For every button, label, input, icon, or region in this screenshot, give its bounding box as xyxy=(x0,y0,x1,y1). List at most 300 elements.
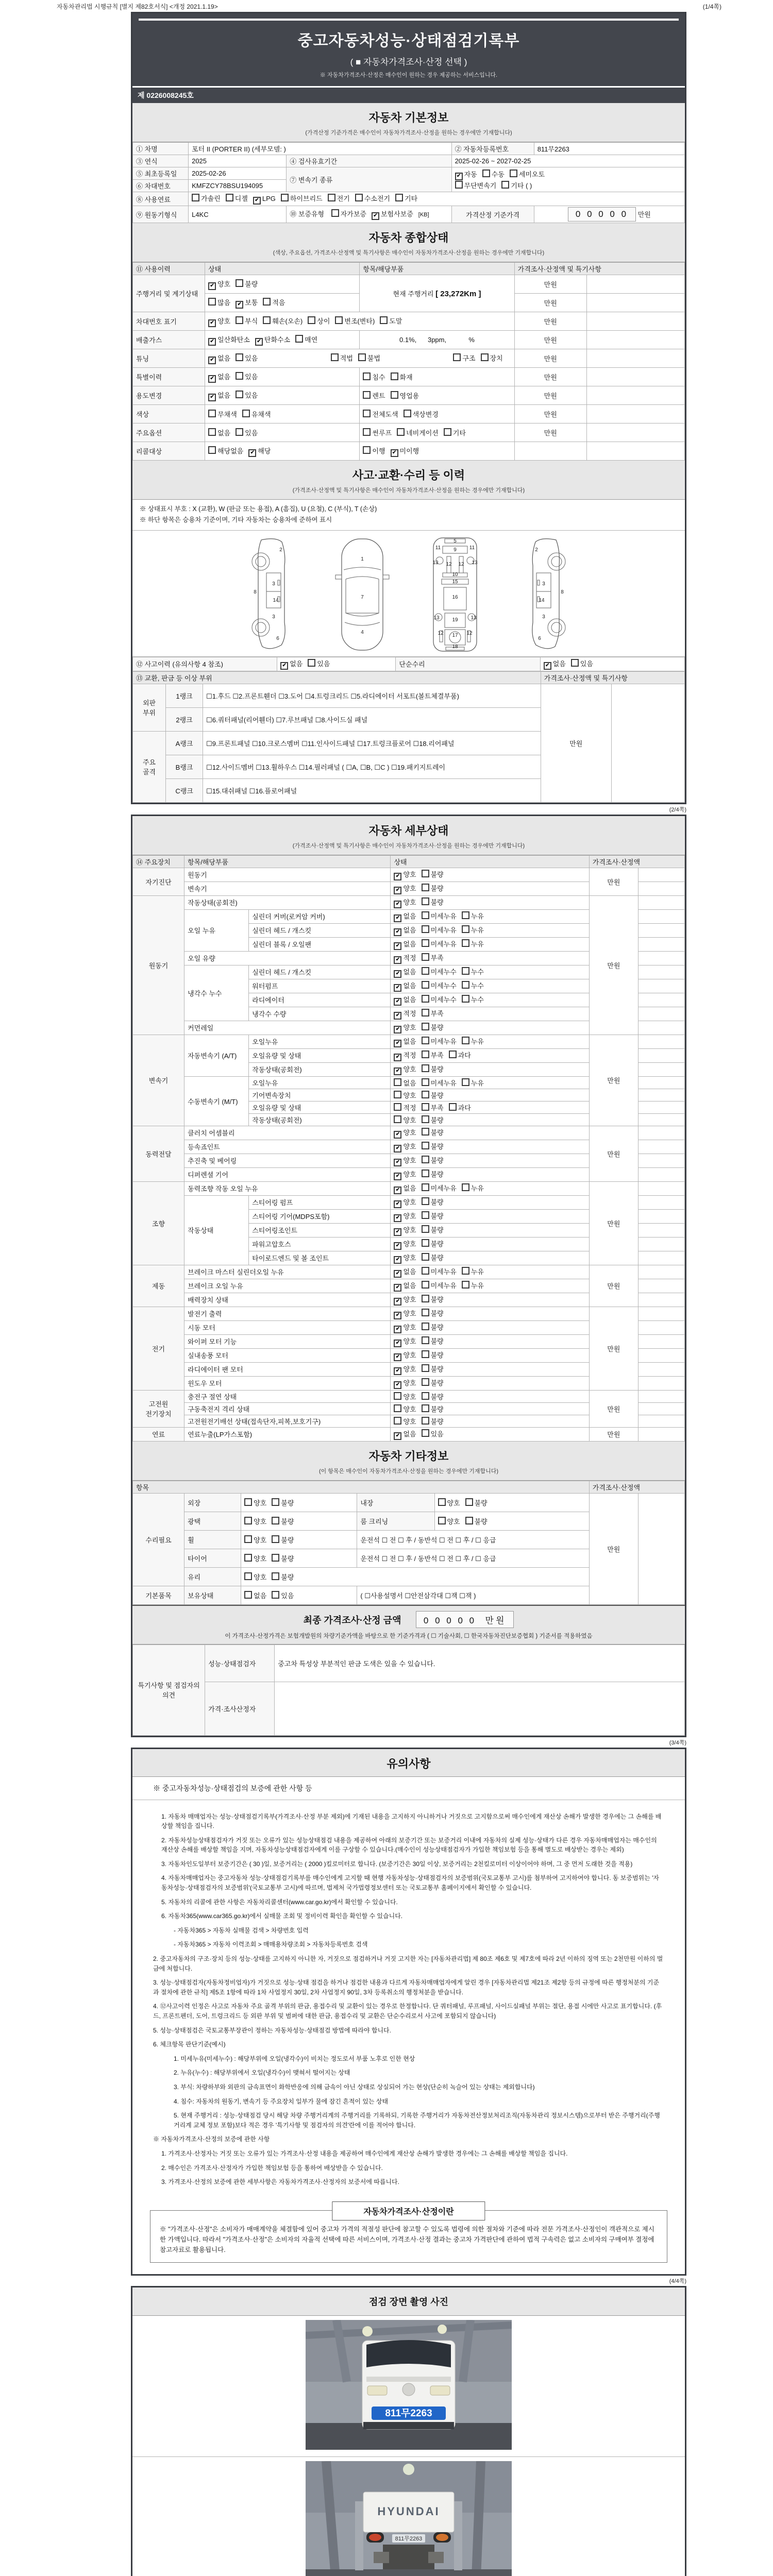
diagram-part-number: 6 xyxy=(538,635,541,641)
notice-line: 2. 중고자동차의 구조·장치 등의 성능·상태를 고지하지 아니한 자, 거짓으로 점검하거나 거짓 고지한 자는 [자동차관리법] 제 80조 제6호 및 제7호에 따라 2년 이하의 징역 또는 2천만원 이하의 벌금에 처합니다. xyxy=(153,1955,663,1972)
checkbox-option[interactable]: 불량 xyxy=(422,1090,444,1100)
checkbox-option[interactable]: ✔ 양호 xyxy=(394,1322,416,1333)
checkbox-option[interactable]: 양호 xyxy=(394,1404,416,1414)
checkbox-option[interactable]: ✔ 양호 xyxy=(394,869,416,880)
warranty-cell xyxy=(287,206,451,223)
checkbox-option[interactable]: ✔ 보험사보증 xyxy=(372,209,413,220)
checkbox-option[interactable]: 불량 xyxy=(422,1350,444,1360)
checkbox-option[interactable]: 양호 xyxy=(244,1572,266,1582)
checkbox-option[interactable]: ✔ 양호 xyxy=(394,1308,416,1319)
checkbox-option[interactable]: ✔ 없음 xyxy=(394,1429,416,1440)
subitem-label: 스티어링 기어(MDPS포함) xyxy=(249,1209,391,1223)
car-diagram-top xyxy=(331,536,393,653)
checkbox-option[interactable]: 누유 xyxy=(462,1036,484,1046)
state-options xyxy=(391,937,589,951)
price-info-title: 자동차가격조사·산정이란 xyxy=(332,2201,485,2221)
notes-cell xyxy=(586,331,684,349)
checkbox-option[interactable]: ✔ 해당 xyxy=(248,446,271,457)
item-label: 발전기 출력 xyxy=(184,1307,391,1320)
checkbox-option[interactable]: 많음 xyxy=(208,297,230,307)
checkbox-option[interactable]: ✔ 양호 xyxy=(394,1239,416,1250)
price-cell: 만원 xyxy=(514,312,586,331)
position-options[interactable]: ( ☐사용설명서 ☐안전삼각대 ☐잭 ☐잭 ) xyxy=(357,1586,589,1604)
checkbox-option[interactable]: 기타 ( ) xyxy=(501,180,532,190)
checkbox-option[interactable]: 유채색 xyxy=(242,409,271,419)
checkbox-option[interactable]: 적정 xyxy=(394,1103,416,1112)
checkbox-option[interactable]: 과다 xyxy=(449,1050,471,1060)
checkbox-option[interactable]: 있음 xyxy=(272,1590,294,1600)
device-group-label: 조향 xyxy=(133,1181,184,1265)
usage-label: 특별이력 xyxy=(133,368,205,386)
notes-cell xyxy=(638,1062,684,1076)
detail-row xyxy=(133,1181,685,1195)
state-options xyxy=(391,923,589,937)
checkbox-option[interactable]: ✔ 양호 xyxy=(394,1364,416,1375)
checkbox-option[interactable]: ✔ 없음 xyxy=(208,390,230,401)
detail-row xyxy=(133,1035,685,1048)
checkbox-option[interactable]: 디젤 xyxy=(226,193,248,203)
checkbox-option[interactable]: 누유 xyxy=(462,1078,484,1088)
state-options xyxy=(391,868,589,882)
checkbox-option[interactable]: 불량 xyxy=(422,1336,444,1346)
overall-row xyxy=(133,349,685,368)
checkbox-option[interactable]: ✔ 없음 xyxy=(394,939,416,950)
overall-table xyxy=(132,262,685,461)
checkbox-option[interactable]: ✔ 없음 xyxy=(394,925,416,936)
checkbox-option[interactable]: 영업용 xyxy=(391,391,419,400)
checkbox-option[interactable]: ✔ 없음 xyxy=(394,967,416,978)
checkbox-option[interactable]: ✔ 없음 xyxy=(280,658,303,670)
rank-items[interactable]: ☐1.후드 ☐2.프론트휀더 ☐3.도어 ☐4.트렁크리드 ☐5.라디에이터 서포트(볼트체결부품) xyxy=(203,684,541,707)
item-label: 충전구 절연 상태 xyxy=(184,1390,391,1402)
checkbox-option[interactable]: 불량 xyxy=(465,1498,488,1507)
overall-row xyxy=(133,442,685,461)
checkbox-option[interactable]: 무채색 xyxy=(208,409,237,419)
checkbox-option[interactable]: 색상변경 xyxy=(404,409,439,419)
etc-item-label: 내장 xyxy=(357,1493,434,1512)
item-label: 와이퍼 모터 기능 xyxy=(184,1334,391,1348)
diagram-part-number: 16 xyxy=(452,594,458,600)
col-price: 가격조사·산정액 및 특기사항 xyxy=(514,263,684,275)
etc-item-label: 타이어 xyxy=(184,1549,241,1567)
checkbox-option[interactable]: 있음 xyxy=(236,353,258,363)
state-options xyxy=(391,1307,589,1320)
checkbox-option[interactable]: ✔ 적정 xyxy=(394,953,416,964)
checkbox-option[interactable]: ✔ 양호 xyxy=(394,1378,416,1389)
checkbox-option[interactable]: 미세누유 xyxy=(422,939,457,948)
diagram-part-number: 6 xyxy=(276,635,279,641)
state-options xyxy=(434,1512,589,1530)
checkbox-option[interactable]: 적음 xyxy=(263,297,285,307)
checkbox-option[interactable]: 불량 xyxy=(422,1141,444,1151)
checkbox-option[interactable]: 누유 xyxy=(462,939,484,948)
checkbox-option[interactable]: 불량 xyxy=(422,1378,444,1387)
notes-cell xyxy=(638,1402,684,1415)
car-diagram-side-left xyxy=(244,536,300,653)
checkbox-option[interactable]: ✔ 양호 xyxy=(394,1294,416,1306)
price-cell: 만원 xyxy=(514,275,586,294)
accident-history-row xyxy=(133,657,685,671)
checkbox-option[interactable]: 기타 xyxy=(444,428,466,437)
checkbox-option[interactable]: 미세누수 xyxy=(422,994,457,1004)
checkbox-option[interactable]: 미세누유 xyxy=(422,1036,457,1046)
etc-table xyxy=(132,1481,685,1605)
state-options xyxy=(391,993,589,1007)
notice-body xyxy=(132,1800,685,2197)
checkbox-option[interactable]: ✔ 자동 xyxy=(455,169,477,180)
state-options xyxy=(205,368,360,386)
checkbox-option[interactable]: 불량 xyxy=(422,1155,444,1165)
checkbox-option[interactable]: 없음 xyxy=(394,1078,416,1088)
checkbox-option[interactable]: 변조(변타) xyxy=(335,316,375,326)
checkbox-option[interactable]: ✔ 적정 xyxy=(394,1008,416,1020)
diagram-part-number: 14 xyxy=(273,597,279,603)
accident-title: 사고·교환·수리 등 이력 xyxy=(352,469,465,482)
rank-items[interactable]: ☐15.대쉬패널 ☐16.플로어패널 xyxy=(203,778,541,802)
checkbox-option[interactable]: 불량 xyxy=(422,1416,444,1426)
checkbox-option[interactable]: 하이브리드 xyxy=(281,193,323,203)
part-options xyxy=(360,405,514,423)
checkbox-option[interactable]: 불량 xyxy=(236,279,258,289)
checkbox-option[interactable]: 불량 xyxy=(422,1115,444,1125)
state-options xyxy=(241,1567,590,1586)
checkbox-option[interactable]: 불량 xyxy=(422,1064,444,1074)
diagram-part-number: 2 xyxy=(535,547,538,553)
checkbox-option[interactable]: 누수 xyxy=(462,980,484,990)
checkbox-option[interactable]: ✔ 없음 xyxy=(394,1280,416,1292)
etc-section-header xyxy=(132,1442,685,1481)
checkbox-option[interactable]: 장치 xyxy=(481,353,503,363)
item-label: 추진축 및 베어링 xyxy=(184,1154,391,1167)
checkbox-option[interactable]: 양호 xyxy=(244,1535,266,1545)
checkbox-option[interactable]: 불량 xyxy=(272,1498,294,1507)
checkbox-option[interactable]: 전기 xyxy=(328,193,350,203)
checkbox-option[interactable]: ✔ 없음 xyxy=(394,911,416,922)
checkbox-option[interactable]: 도말 xyxy=(380,316,402,326)
checkbox-option[interactable]: ✔ 없음 xyxy=(208,371,230,383)
checkbox-option[interactable]: 없음 xyxy=(244,1590,266,1600)
truck-rear-photo xyxy=(306,2461,512,2576)
checkbox-option[interactable]: 양호 xyxy=(394,1090,416,1100)
checkbox-option[interactable]: 불량 xyxy=(272,1516,294,1526)
item-label: 냉각수 누수 xyxy=(184,965,249,1021)
usage-label: 주요옵션 xyxy=(133,423,205,442)
checkbox-option[interactable]: 썬루프 xyxy=(363,428,392,437)
checkbox-option[interactable]: ✔ 미이행 xyxy=(391,446,419,457)
checkbox-option[interactable]: 미세누유 xyxy=(422,1183,457,1193)
checkbox-option[interactable]: ✔ 양호 xyxy=(394,883,416,894)
state-options xyxy=(205,442,360,461)
checkbox-option[interactable]: ✔ 없음 xyxy=(544,658,566,670)
checkbox-option[interactable]: 화재 xyxy=(391,372,413,382)
notice-line: 2. 자동차성능상태점검자가 거짓 또는 오류가 있는 성능상태점검 내용을 제공하여 아래의 보증기간 또는 보증거리 이내에 자동차의 실제 성능·상태가 다른 경우 자동차매매업자는 매수인의 재산상 손해를 배상할 책임을 지며, 자동차성능상태점검자에게 이를 구상할 수 있습니다.(매수인이 성능상태점검자가 가입한 책임보험 등을 통해 별도로 배상받는 경우는 제외) xyxy=(161,1836,657,1854)
checkbox-option[interactable]: 불량 xyxy=(272,1572,294,1582)
checkbox-option[interactable]: 양호 xyxy=(244,1553,266,1563)
checkbox-option[interactable]: 불량 xyxy=(465,1516,488,1526)
final-price-digits: 0 0 0 0 0 만원 xyxy=(416,1611,514,1628)
checkbox-option[interactable]: 수소전기 xyxy=(355,193,390,203)
checkbox-option[interactable]: 불량 xyxy=(422,1127,444,1137)
state-options xyxy=(391,895,589,909)
page-marker-1: (1/4쪽) xyxy=(702,3,721,10)
item-label: 시동 모터 xyxy=(184,1320,391,1334)
col-part: 항목/해당부품 xyxy=(360,263,514,275)
checkbox-option[interactable]: 누유 xyxy=(462,1266,484,1276)
notes-cell xyxy=(638,1181,684,1195)
checkbox-option[interactable]: 양호 xyxy=(438,1498,460,1507)
state-options xyxy=(205,423,360,442)
fuel-label: ⑧ 사용연료 xyxy=(133,192,189,206)
state-options xyxy=(434,1493,589,1512)
checkbox-option[interactable]: ✔ 없음 xyxy=(208,353,230,364)
checkbox-option[interactable]: ✔ 일산화탄소 xyxy=(208,334,250,346)
checkbox-option[interactable]: 양호 xyxy=(244,1498,266,1507)
detail-row xyxy=(133,1265,685,1279)
checkbox-option[interactable]: ✔ LPG xyxy=(253,195,276,205)
checkbox-option[interactable]: 양호 xyxy=(394,1392,416,1401)
rank-row xyxy=(133,684,685,707)
notes-cell xyxy=(638,1195,684,1209)
checkbox-option[interactable]: 적법 xyxy=(331,353,353,363)
col-dprice: 가격조사·산정액 xyxy=(589,855,684,868)
subitem-label: 실린더 블록 / 오일팬 xyxy=(249,937,391,951)
diagram-part-number: 19 xyxy=(452,617,458,623)
checkbox-option[interactable]: ✔ 양호 xyxy=(394,1155,416,1166)
checkbox-option[interactable]: 침수 xyxy=(363,372,385,382)
checkbox-option[interactable]: 자가보증 xyxy=(331,209,366,218)
state-options xyxy=(391,1348,589,1362)
notes-cell xyxy=(586,275,684,294)
usage-label: 차대번호 표기 xyxy=(133,312,205,331)
checkbox-option[interactable]: ✔ 양호 xyxy=(394,1336,416,1347)
checkbox-option[interactable]: 불량 xyxy=(422,1211,444,1221)
notes-cell xyxy=(638,1126,684,1140)
device-group-label: 동력전달 xyxy=(133,1126,184,1181)
checkbox-option[interactable]: 양호 xyxy=(394,1416,416,1426)
opinion-table xyxy=(132,1645,685,1736)
checkbox-option[interactable]: 있음 xyxy=(236,390,258,400)
checkbox-option[interactable]: ✔ 양호 xyxy=(394,1127,416,1139)
page-marker-3: (3/4쪽) xyxy=(669,1739,686,1746)
checkbox-option[interactable]: 미세누유 xyxy=(422,925,457,935)
checkbox-option[interactable]: ✔ 양호 xyxy=(394,1022,416,1033)
checkbox-option[interactable]: 불량 xyxy=(422,1404,444,1414)
price-cell: 만원 xyxy=(589,1035,638,1126)
checkbox-option[interactable]: 불량 xyxy=(422,883,444,893)
checkbox-option[interactable]: 불량 xyxy=(272,1553,294,1563)
checkbox-option[interactable]: 해당없음 xyxy=(208,446,243,455)
checkbox-option[interactable]: 구조 xyxy=(453,353,475,363)
subitem-label: 파워고압호스 xyxy=(249,1237,391,1251)
checkbox-option[interactable]: 네비게이션 xyxy=(397,428,439,437)
checkbox-option[interactable]: 부족 xyxy=(422,1008,444,1018)
etc-item-label: 외장 xyxy=(184,1493,241,1512)
price-cell: 만원 xyxy=(541,684,611,802)
checkbox-option[interactable]: ✔ 양호 xyxy=(394,1350,416,1361)
part-options xyxy=(360,423,514,442)
checkbox-option[interactable]: ✔ 없음 xyxy=(394,980,416,992)
etc-row xyxy=(133,1493,685,1512)
checkbox-option[interactable]: 매연 xyxy=(295,334,317,344)
notes-cell xyxy=(638,937,684,951)
checkbox-option[interactable]: ✔ 없음 xyxy=(394,1183,416,1194)
car-diagram-bottom xyxy=(424,536,486,653)
checkbox-option[interactable]: 있음 xyxy=(308,658,330,668)
notes-cell xyxy=(638,993,684,1007)
checkbox-option[interactable]: 불량 xyxy=(422,1294,444,1304)
rank-items[interactable]: ☐12.사이드멤버 ☐13.휠하우스 ☐14.필러패널 ( ☐A, ☐B, ☐C ) ☐19.패키지트레이 xyxy=(203,755,541,778)
checkbox-option[interactable]: 미세누유 xyxy=(422,1280,457,1290)
checkbox-option[interactable]: 무단변속기 xyxy=(455,180,497,190)
checkbox-option[interactable]: 불량 xyxy=(422,1392,444,1401)
checkbox-option[interactable]: ✔ 양호 xyxy=(208,279,230,290)
checkbox-option[interactable]: 불량 xyxy=(422,897,444,907)
checkbox-option[interactable]: 양호 xyxy=(244,1516,266,1526)
checkbox-option[interactable]: 누유 xyxy=(462,1280,484,1290)
checkbox-option[interactable]: 있음 xyxy=(236,371,258,381)
opinion-row-1 xyxy=(133,1645,685,1682)
checkbox-option[interactable]: ✔ 보통 xyxy=(236,297,258,309)
checkbox-option[interactable]: 양호 xyxy=(394,1115,416,1125)
checkbox-option[interactable]: 불량 xyxy=(422,1169,444,1179)
checkbox-option[interactable]: ✔ 양호 xyxy=(208,316,230,327)
checkbox-option[interactable]: 불량 xyxy=(272,1535,294,1545)
notice-title: 유의사항 xyxy=(386,1757,431,1770)
accident-history-table xyxy=(132,657,685,671)
checkbox-option[interactable]: ✔ 양호 xyxy=(394,1064,416,1075)
checkbox-option[interactable]: 부족 xyxy=(422,1103,444,1112)
checkbox-option[interactable]: 불량 xyxy=(422,869,444,879)
checkbox-option[interactable]: 미세누수 xyxy=(422,980,457,990)
emission-values: 0.1%, 3ppm, % xyxy=(360,331,514,349)
checkbox-option[interactable]: 누수 xyxy=(462,994,484,1004)
detail-section-header xyxy=(132,816,685,855)
position-options[interactable]: 운전석 ☐ 전 ☐ 후 / 동반석 ☐ 전 ☐ 후 / ☐ 응급 xyxy=(357,1530,589,1549)
checkbox-option[interactable]: ✔ 양호 xyxy=(394,1211,416,1222)
notes-cell xyxy=(638,1048,684,1062)
checkbox-option[interactable]: 부족 xyxy=(422,953,444,962)
checkbox-option[interactable]: 미세누수 xyxy=(422,967,457,976)
diagram-part-number: 5 xyxy=(453,538,457,544)
checkbox-option[interactable]: 있음 xyxy=(571,658,593,668)
checkbox-option[interactable]: 불량 xyxy=(422,1197,444,1207)
form-rule-note: 자동차관리법 시행규칙 [별지 제82호서식] <개정 2021.1.19> xyxy=(57,3,218,10)
checkbox-option[interactable]: ✔ 양호 xyxy=(394,1225,416,1236)
notes-cell xyxy=(638,1293,684,1307)
detail-row xyxy=(133,1390,685,1402)
checkbox-option[interactable]: ✔ 없음 xyxy=(394,1036,416,1047)
checkbox-option[interactable]: 누수 xyxy=(462,967,484,976)
checkbox-option[interactable]: 불량 xyxy=(422,1022,444,1032)
checkbox-option[interactable]: ✔ 양호 xyxy=(394,897,416,908)
checkbox-option[interactable]: 불량 xyxy=(422,1308,444,1318)
notes-cell xyxy=(638,1376,684,1390)
checkbox-option[interactable]: ✔ 탄화수소 xyxy=(255,334,290,346)
checkbox-option[interactable]: 미세누유 xyxy=(422,911,457,921)
state-options xyxy=(391,909,589,923)
notes-cell xyxy=(638,1390,684,1402)
checkbox-option[interactable]: 불량 xyxy=(422,1322,444,1332)
notes-cell xyxy=(638,1140,684,1154)
checkbox-option[interactable]: 가솔린 xyxy=(192,193,221,203)
diagram-part-number: 3 xyxy=(542,614,545,620)
position-options[interactable]: 운전석 ☐ 전 ☐ 후 / 동반석 ☐ 전 ☐ 후 / ☐ 응급 xyxy=(357,1549,589,1567)
checkbox-option[interactable]: 기타 xyxy=(395,193,417,203)
opinion-assessor-text xyxy=(275,1682,685,1735)
diagram-part-number: 11 xyxy=(469,545,475,551)
checkbox-option[interactable]: 훼손(오손) xyxy=(263,316,303,326)
checkbox-option[interactable]: 전체도색 xyxy=(363,409,398,419)
checkbox-option[interactable]: 누유 xyxy=(462,1183,484,1193)
checkbox-option[interactable]: 누유 xyxy=(462,911,484,921)
checkbox-option[interactable]: 양호 xyxy=(438,1516,460,1526)
state-options xyxy=(391,965,589,979)
diagram-part-number: 13 xyxy=(432,560,439,566)
usage-label: 튜닝 xyxy=(133,349,205,368)
checkbox-option[interactable]: ✔ 적정 xyxy=(394,1050,416,1061)
checkbox-option[interactable]: 과다 xyxy=(449,1103,471,1112)
item-label: 브레이크 오일 누유 xyxy=(184,1279,391,1293)
checkbox-option[interactable]: 불법 xyxy=(358,353,380,363)
rank-label: C랭크 xyxy=(166,778,203,802)
checkbox-option[interactable]: 불량 xyxy=(422,1252,444,1262)
checkbox-option[interactable]: 불량 xyxy=(422,1225,444,1234)
notice-line: 5. 성능·상태점검은 국토교통부장관이 정하는 자동차성능·상태점검 방법에 따라야 합니다. xyxy=(153,2026,391,2034)
notice-line: 3. 자동차인도일부터 보증기간은 ( 30 )일, 보증거리는 ( 2000 )킬로미터로 합니다. (보증기간은 30일 이상, 보증거리는 2천킬로미터 이상이어야 하며, 그 중 먼저 도래한 것을 적용) xyxy=(161,1860,633,1868)
notice-line: 5. 현재 주행거리 : 성능·상태점검 당시 해당 차량 주행거리계의 주행거리를 기록하되, 기록한 주행거리가 자동차전산정보처리조직(자동차관리 정보시스템)으로부터 받은 주행거리(주행거리계 교체 정보 포함)보다 적은 경우 '특기사항 및 점검자의 의견'란에 이를 적어야 합니다. xyxy=(174,2112,660,2129)
checkbox-option[interactable]: ✔ 양호 xyxy=(394,1252,416,1264)
rank-items[interactable]: ☐9.프론트패널 ☐10.크로스멤버 ☐11.인사이드패널 ☐17.트렁크플로어 ☐18.리어패널 xyxy=(203,731,541,755)
notice-line: - 자동차365 > 자동차 이력조회 > 매매용차량조회 > 자동차등록번호 검색 xyxy=(174,1941,368,1948)
checkbox-option[interactable]: 미세누유 xyxy=(422,1078,457,1088)
checkbox-option[interactable]: 렌트 xyxy=(363,391,385,400)
panel-group-label: 외판 부위 xyxy=(133,684,166,731)
checkbox-option[interactable]: 이행 xyxy=(363,446,385,455)
checkbox-option[interactable]: 있음 xyxy=(236,428,258,437)
inspection-photo-rear xyxy=(132,2457,685,2576)
checkbox-option[interactable]: 부족 xyxy=(422,1050,444,1060)
year-label: ③ 연식 xyxy=(133,155,189,167)
checkbox-option[interactable]: ✔ 양호 xyxy=(394,1197,416,1208)
item-label: 브레이크 마스터 실린더오일 누유 xyxy=(184,1265,391,1279)
checkbox-option[interactable]: ✔ 없음 xyxy=(394,994,416,1006)
checkbox-option[interactable]: 없음 xyxy=(208,428,230,437)
checkbox-option[interactable]: 미세누유 xyxy=(422,1266,457,1276)
checkbox-option[interactable]: ✔ 없음 xyxy=(394,1266,416,1278)
checkbox-option[interactable]: 수동 xyxy=(482,169,505,179)
state-options xyxy=(241,1512,357,1530)
price-cell: 만원 xyxy=(514,349,586,368)
checkbox-option[interactable]: 누유 xyxy=(462,925,484,935)
state-options xyxy=(391,882,589,895)
checkbox-option[interactable]: 불량 xyxy=(422,1364,444,1374)
state-options xyxy=(391,1334,589,1348)
usage-label: 리콜대상 xyxy=(133,442,205,461)
checkbox-option[interactable]: ✔ 양호 xyxy=(394,1141,416,1153)
checkbox-option[interactable]: 불량 xyxy=(422,1239,444,1248)
checkbox-option[interactable]: 세미오토 xyxy=(510,169,545,179)
state-options xyxy=(391,1048,589,1062)
truck-front-photo xyxy=(306,2320,512,2450)
checkbox-option[interactable]: 상이 xyxy=(308,316,330,326)
state-options xyxy=(391,1140,589,1154)
item-label: 윈도우 모터 xyxy=(184,1376,391,1390)
rank-items[interactable]: ☐6.쿼터패널(리어휀더) ☐7.루브패널 ☐8.사이드실 패널 xyxy=(203,707,541,731)
checkbox-option[interactable]: 있음 xyxy=(422,1429,444,1438)
checkbox-option[interactable]: ✔ 양호 xyxy=(394,1169,416,1180)
checkbox-option[interactable]: 부식 xyxy=(236,316,258,326)
document-subtitle: ( ■ 자동차가격조사·산정 선택 ) xyxy=(350,57,467,67)
